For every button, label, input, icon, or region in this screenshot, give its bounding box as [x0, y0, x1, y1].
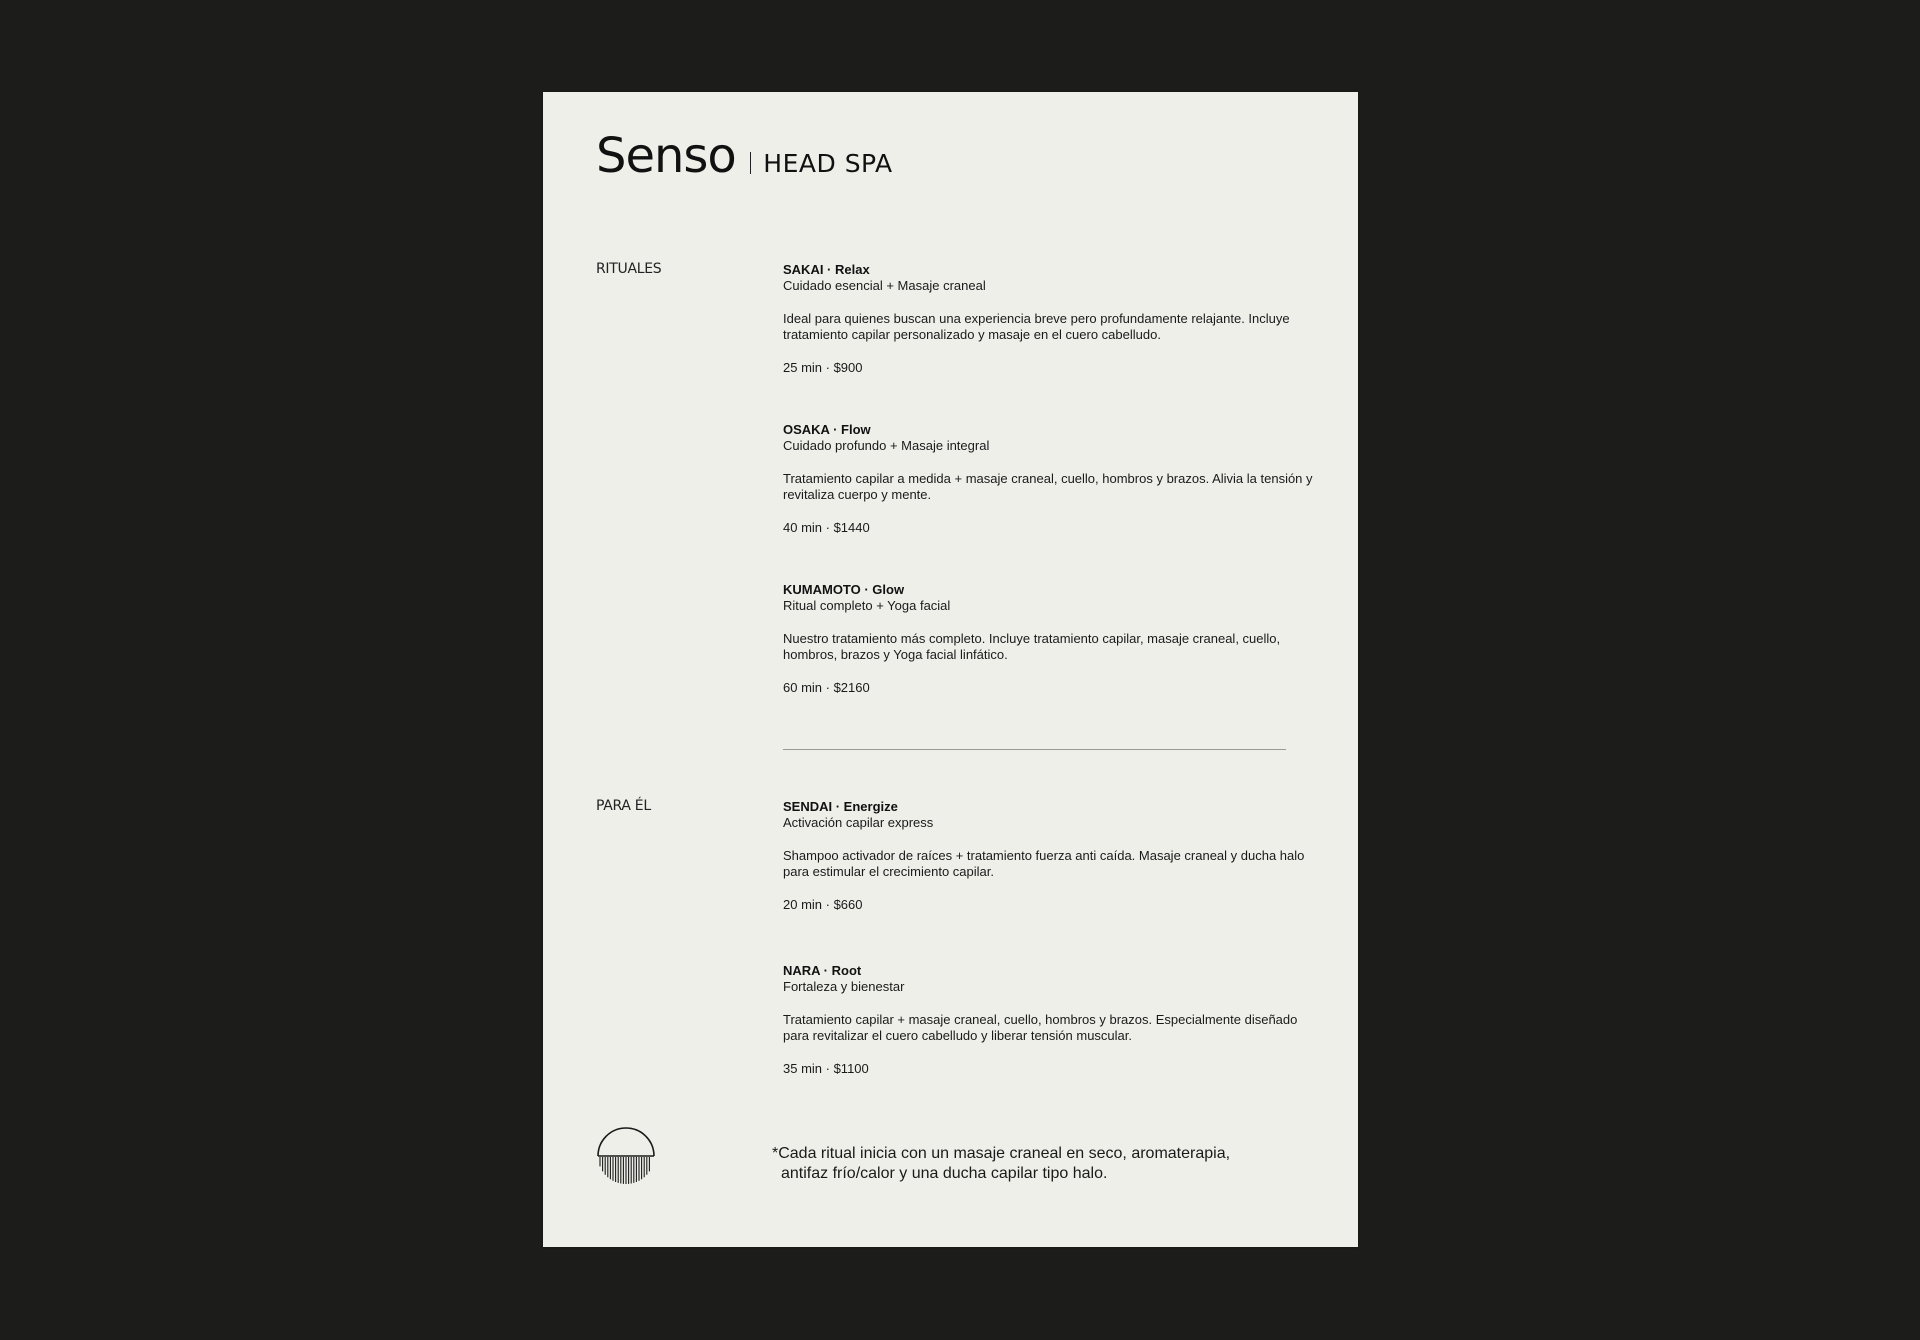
service-list — [783, 799, 1323, 1121]
service-duration-price: 40 min · $1440 — [783, 520, 870, 535]
service-duration-price: 35 min · $1100 — [783, 1061, 869, 1076]
service-description: Tratamiento capilar a medida + masaje craneal, cuello, hombros y brazos. Alivia la tensión y revitaliza cuerpo y mente. — [783, 471, 1313, 502]
service-title: SENDAI · Energize — [783, 799, 898, 814]
service-title: KUMAMOTO · Glow — [783, 582, 905, 597]
service-duration-price: 60 min · $2160 — [783, 680, 870, 695]
service-duration-price: 25 min · $900 — [783, 360, 863, 375]
menu-card — [543, 92, 1358, 1247]
service-description: Nuestro tratamiento más completo. Incluye tratamiento capilar, masaje craneal, cuello, hombros, brazos y Yoga facial linfático. — [783, 631, 1281, 662]
service-subtitle: Cuidado esencial + Masaje craneal — [783, 278, 986, 293]
brand-name: Senso — [596, 128, 736, 184]
service-title: NARA · Root — [783, 963, 862, 978]
service-item — [783, 422, 1323, 536]
service-item — [783, 582, 1323, 696]
section-label: PARA ÉL — [596, 798, 651, 814]
service-title: OSAKA · Flow — [783, 422, 871, 437]
footnote — [772, 1144, 1292, 1184]
section-divider — [783, 749, 1286, 750]
service-subtitle: Ritual completo + Yoga facial — [783, 598, 951, 613]
brand-subtitle: HEAD SPA — [763, 149, 893, 178]
brand-header — [596, 128, 893, 184]
service-description: Ideal para quienes buscan una experiencia breve pero profundamente relajante. Incluye tratamiento capilar personalizado y masaje en el cuero cabelludo. — [783, 311, 1290, 342]
footnote-line-1: *Cada ritual inicia con un masaje craneal en seco, aromaterapia, — [772, 1145, 1231, 1162]
service-description: Tratamiento capilar + masaje craneal, cuello, hombros y brazos. Especialmente diseñado para revitalizar el cuero cabelludo y liberar tensión muscular. — [783, 1012, 1298, 1043]
footnote-line-2: antifaz frío/calor y una ducha capilar tipo halo. — [781, 1165, 1108, 1182]
service-item — [783, 262, 1323, 376]
service-item — [783, 799, 1323, 913]
service-subtitle: Cuidado profundo + Masaje integral — [783, 438, 990, 453]
section-label: RITUALES — [596, 261, 662, 277]
half-sun-lines-icon — [596, 1125, 656, 1187]
service-description: Shampoo activador de raíces + tratamiento fuerza anti caída. Masaje craneal y ducha halo para estimular el crecimiento capilar. — [783, 848, 1305, 879]
service-item — [783, 963, 1323, 1077]
service-list — [783, 262, 1323, 740]
service-subtitle: Activación capilar express — [783, 815, 934, 830]
service-title: SAKAI · Relax — [783, 262, 870, 277]
brand-separator — [750, 152, 752, 174]
service-subtitle: Fortaleza y bienestar — [783, 979, 905, 994]
service-duration-price: 20 min · $660 — [783, 897, 863, 912]
